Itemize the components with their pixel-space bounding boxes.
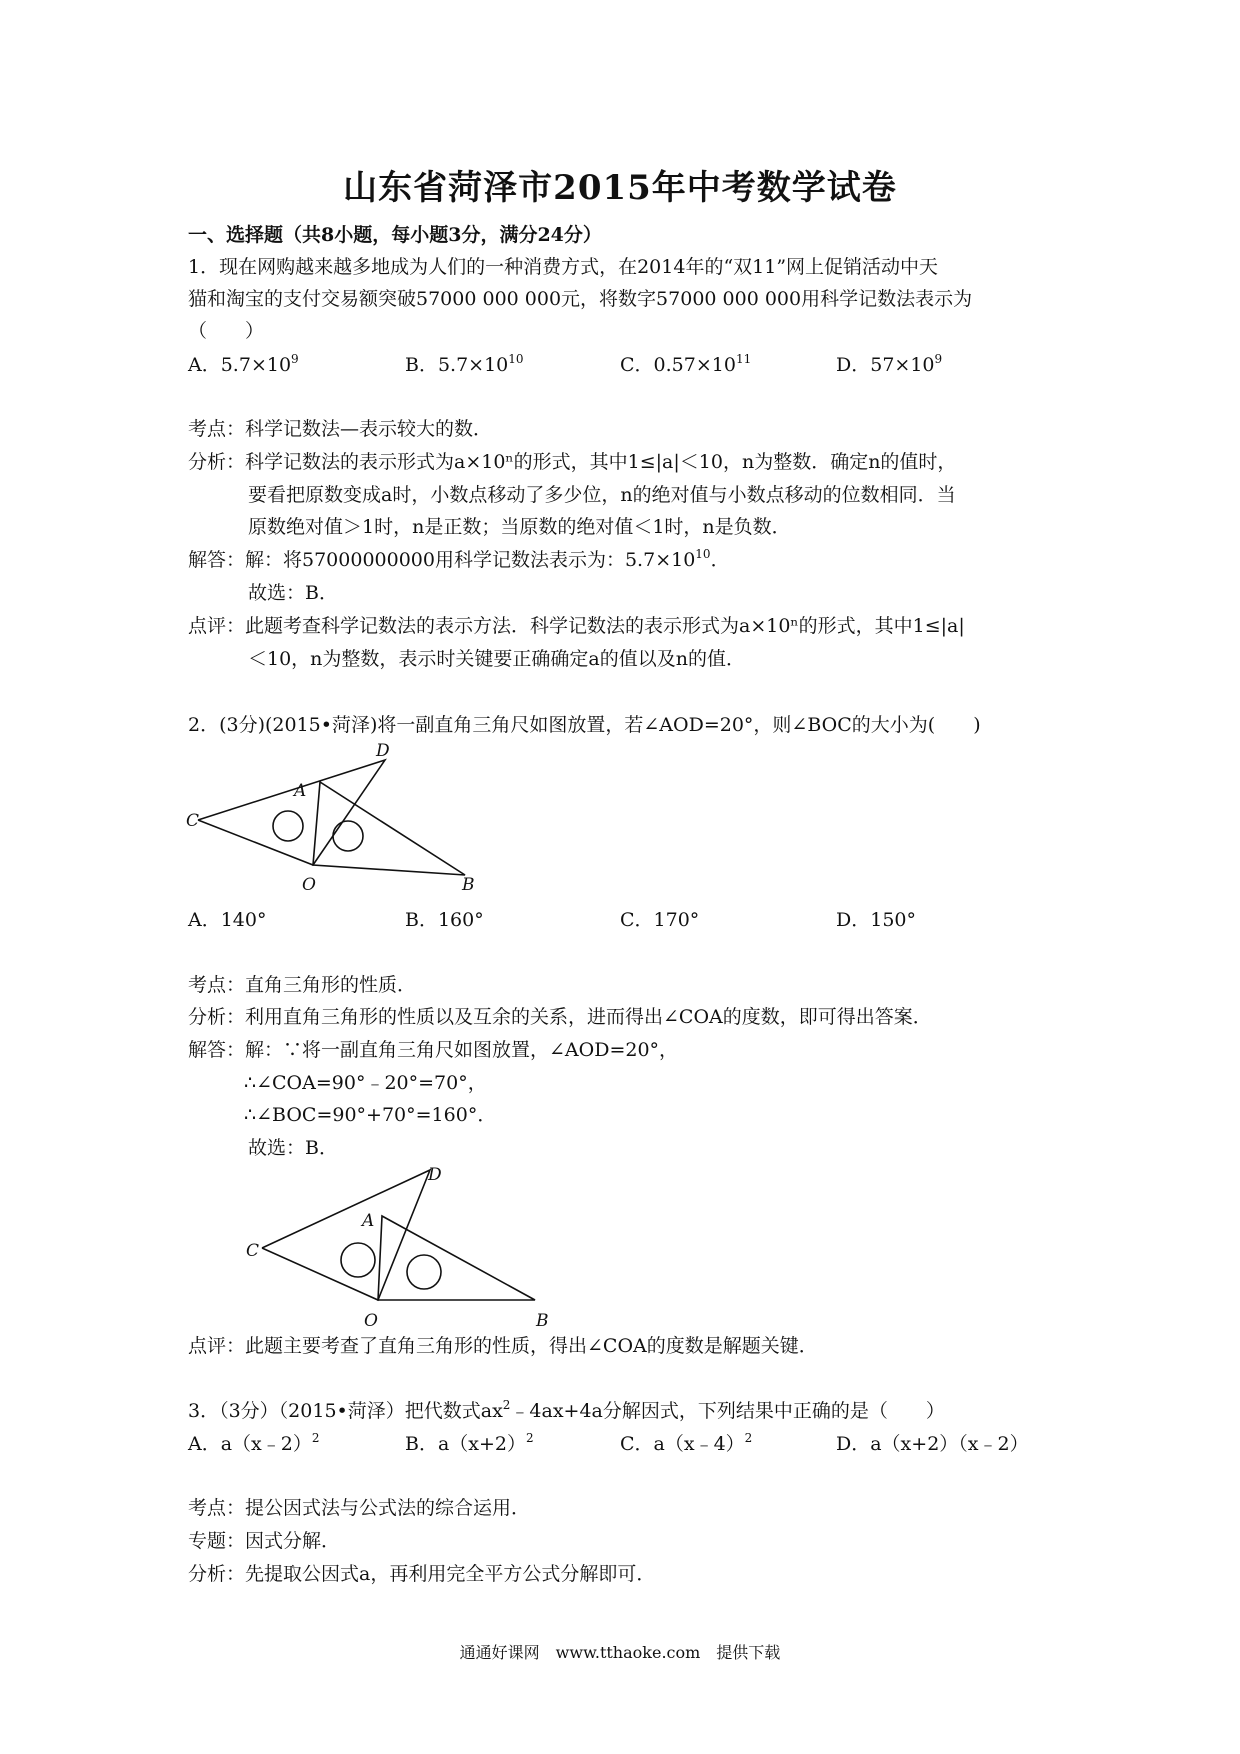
q3-stem: 3．（3分）（2015•菏泽）把代数式$ax^2﹣4ax+4a$分解因式，下列结果中正确的是（ ） (188, 1398, 945, 1422)
label-b: B (536, 1311, 549, 1330)
section-heading: 一、选择题（共8小题，每小题3分，满分24分） (188, 224, 602, 246)
triangle-oab (378, 1216, 535, 1300)
label-d: D (376, 741, 390, 761)
q2-choice-b: B．160° (405, 909, 484, 931)
q1-stem-line-1: 1．现在网购越来越多地成为人们的一种消费方式，在2014年的“双11”网上促销活动中天 (188, 256, 939, 278)
page-footer: 通通好课网 www.tthaoke.com 提供下载 (459, 1643, 781, 1662)
q3-fenxi: 分析：先提取公因式a，再利用完全平方公式分解即可． (188, 1563, 656, 1585)
q1-dianping-line-1: 点评：此题考查科学记数法的表示方法．科学记数法的表示形式为a×10ⁿ的形式，其中1≤|a| (188, 615, 965, 637)
q2-jieda-line-2: ∴∠COA=90°﹣20°=70°， (244, 1072, 487, 1094)
label-a: A (362, 1211, 375, 1231)
label-b: B (462, 875, 475, 895)
q2-fenxi: 分析：利用直角三角形的性质以及互余的关系，进而得出∠COA的度数，即可得出答案． (188, 1006, 932, 1028)
label-d: D (428, 1165, 442, 1185)
q1-choice-a: A．$5.7\times 10^9$ (188, 352, 299, 376)
q3-choice-a: A．a（x﹣2）$^2$ (188, 1431, 320, 1455)
label-o: O (364, 1311, 378, 1330)
q2-figure-2 (240, 1160, 560, 1334)
q1-kaodian: 考点：科学记数法—表示较大的数． (188, 418, 493, 440)
q2-jieda-line-3: ∴∠BOC=90°+70°=160°． (244, 1104, 497, 1126)
q1-stem-line-3: （ ） (188, 320, 265, 342)
q2-choice-a: A．140° (188, 909, 267, 931)
q1-guxuan: 故选：B． (248, 582, 338, 604)
hole-circle-right (407, 1255, 441, 1289)
triangle-coa (262, 1170, 430, 1300)
q1-choice-d: D．$57\times 10^9$ (836, 352, 943, 376)
set-square-diagram-repeat (240, 1160, 560, 1330)
q2-stem: 2．(3分)(2015•菏泽)将一副直角三角尺如图放置，若∠AOD=20°，则∠BOC的大小为( ) (188, 714, 981, 736)
q2-choice-c: C．170° (620, 909, 700, 931)
q3-choice-c: C．a（x﹣4）$^2$ (620, 1431, 753, 1455)
set-square-diagram (180, 740, 480, 900)
q3-choice-d: D．a（x+2）（x﹣2） (836, 1433, 1029, 1455)
label-c: C (186, 811, 200, 831)
q2-figure-1 (180, 740, 480, 904)
q1-fenxi-line-3: 原数绝对值＞1时，n是正数；当原数的绝对值＜1时，n是负数． (248, 516, 791, 538)
hole-circle-right (333, 821, 363, 851)
q2-kaodian: 考点：直角三角形的性质． (188, 974, 417, 996)
q2-jieda-line-1: 解答：解：∵将一副直角三角尺如图放置，∠AOD=20°， (188, 1039, 679, 1061)
q1-choice-c: C．$0.57\times 10^{11}$ (620, 352, 752, 376)
q1-jieda: 解答：解：将57000000000用科学记数法表示为：$5.7\times 10^{10}$． (188, 547, 730, 571)
q1-fenxi-line-2: 要看把原数变成a时，小数点移动了多少位，n的绝对值与小数点移动的位数相同．当 (248, 484, 956, 506)
q1-stem-line-2: 猫和淘宝的支付交易额突破57000 000 000元，将数字57000 000 000用科学记数法表示为 (188, 288, 973, 310)
q2-choice-d: D．150° (836, 909, 916, 931)
q2-jieda-line-4: 故选：B． (248, 1137, 338, 1159)
hole-circle-left (341, 1243, 375, 1277)
q3-choice-b: B．$a(x+2)^2$ (405, 1431, 534, 1455)
q3-zhuanti: 专题：因式分解． (188, 1530, 341, 1552)
q1-dianping-line-2: ＜10，n为整数，表示时关键要正确确定a的值以及n的值． (248, 648, 745, 670)
q1-choice-b: B．$5.7\times 10^{10}$ (405, 352, 524, 376)
label-c: C (246, 1241, 260, 1261)
q1-fenxi-line-1: 分析：科学记数法的表示形式为a×10ⁿ的形式，其中1≤|a|＜10，n为整数．确定n的值时， (188, 451, 957, 473)
q3-kaodian: 考点：提公因式法与公式法的综合运用． (188, 1497, 531, 1519)
q2-dianping: 点评：此题主要考查了直角三角形的性质，得出∠COA的度数是解题关键． (188, 1335, 818, 1357)
triangle-coa (198, 760, 385, 865)
label-o: O (302, 875, 316, 895)
label-a: A (294, 781, 307, 801)
hole-circle-left (273, 811, 303, 841)
page-title: 山东省菏泽市2015年中考数学试卷 (343, 168, 897, 208)
